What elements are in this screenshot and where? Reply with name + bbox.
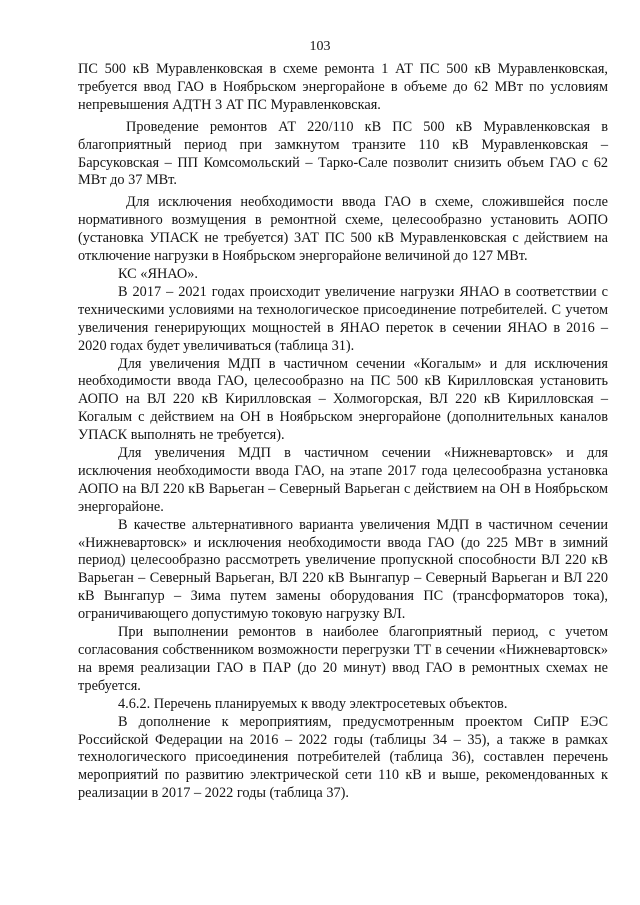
- paragraph-aopo-installation: Для исключения необходимости ввода ГАО в схеме, сложившейся после нормативного возмущения в ремонтной схеме, целесообразно установить АОПО (установка УПАСК не требуется) 3АТ ПС 500 кВ Муравленковская с действием на отключение нагрузки в Ноябрьском энергорайоне величиной до 127 МВт.: [78, 194, 608, 265]
- paragraph-at-repairs: Проведение ремонтов АТ 220/110 кВ ПС 500 кВ Муравленковская в благоприятный период при замкнутом транзите 110 кВ Муравленковская – Барсуковская – ПП Комсомольский – Тарко-Сале позволит снизить объем ГАО с 62 МВт до 37 МВт.: [78, 118, 608, 189]
- page-number: 103: [309, 39, 331, 54]
- subsection-heading-4-6-2: 4.6.2. Перечень планируемых к вводу электросетевых объектов.: [118, 695, 508, 712]
- paragraph-repair-period: При выполнении ремонтов в наиболее благоприятный период, с учетом согласования собственником возможности перегрузки ТТ в сечении «Нижневартовск» на время реализации ГАО в ПАР (до 20 минут) ввод ГАО в ремонтных схемах не требуется.: [78, 624, 608, 694]
- paragraph-nizhnevartovsk-section: Для увеличения МДП в частичном сечении «Нижневартовск» и для исключения необходимости ввода ГАО, на этапе 2017 года целесообразна установка АОПО на ВЛ 220 кВ Варьеган – Северный Варьеган с действием на ОН в Ноябрьском энергорайоне.: [78, 445, 608, 515]
- document-body: [78, 61, 608, 803]
- paragraph-muravlenkovskaya-repair: ПС 500 кВ Муравленковская в схеме ремонта 1 АТ ПС 500 кВ Муравленковская, требуется ввод ГАО в Ноябрьском энергорайоне в объеме до 62 МВт по условиям непревышения АДТН 3 АТ ПС Муравленковская.: [78, 61, 608, 113]
- paragraph-load-growth: В 2017 – 2021 годах происходит увеличение нагрузки ЯНАО в соответствии с техническими условиями на технологическое присоединение потребителей. С учетом увеличения генерирующих мощностей в ЯНАО переток в сечении ЯНАО в 2016 – 2020 годах будет увеличиваться (таблица 31).: [78, 283, 608, 354]
- section-heading-ks-yanao: КС «ЯНАО».: [118, 265, 198, 282]
- paragraph-kogalym-section: Для увеличения МДП в частичном сечении «Когалым» и для исключения необходимости ввода ГАО, целесообразно на ПС 500 кВ Кирилловская установить АОПО на ВЛ 220 кВ Кирилловская – Холмогорская, ВЛ 220 кВ Кирилловская – Когалым с действием на ОН в Ноябрьском энергорайоне (дополнительных каналов УПАСК выполнять не требуется).: [78, 355, 608, 444]
- paragraph-alternative-option: В качестве альтернативного варианта увеличения МДП в частичном сечении «Нижневартовск» и исключения необходимости ввода ГАО (до 225 МВт в зимний период) целесообразно рассмотреть увеличение пропускной способности ВЛ 220 кВ Варьеган – Северный Варьеган, ВЛ 220 кВ Вынгапур – Северный Варьеган и ВЛ 220 кВ Вынгапур – Зима путем замены оборудования ПС (трансформаторов тока), ограничивающего допустимую токовую нагрузку ВЛ.: [78, 516, 608, 623]
- paragraph-measures-list: В дополнение к мероприятиям, предусмотренным проектом СиПР ЕЭС Российской Федерации на 2016 – 2022 годы (таблицы 34 – 35), а также в рамках технологического присоединения потребителей (таблица 36), составлен перечень мероприятий по развитию электрической сети 110 кВ и выше, рекомендованных к реализации в 2017 – 2022 годы (таблица 37).: [78, 713, 608, 802]
